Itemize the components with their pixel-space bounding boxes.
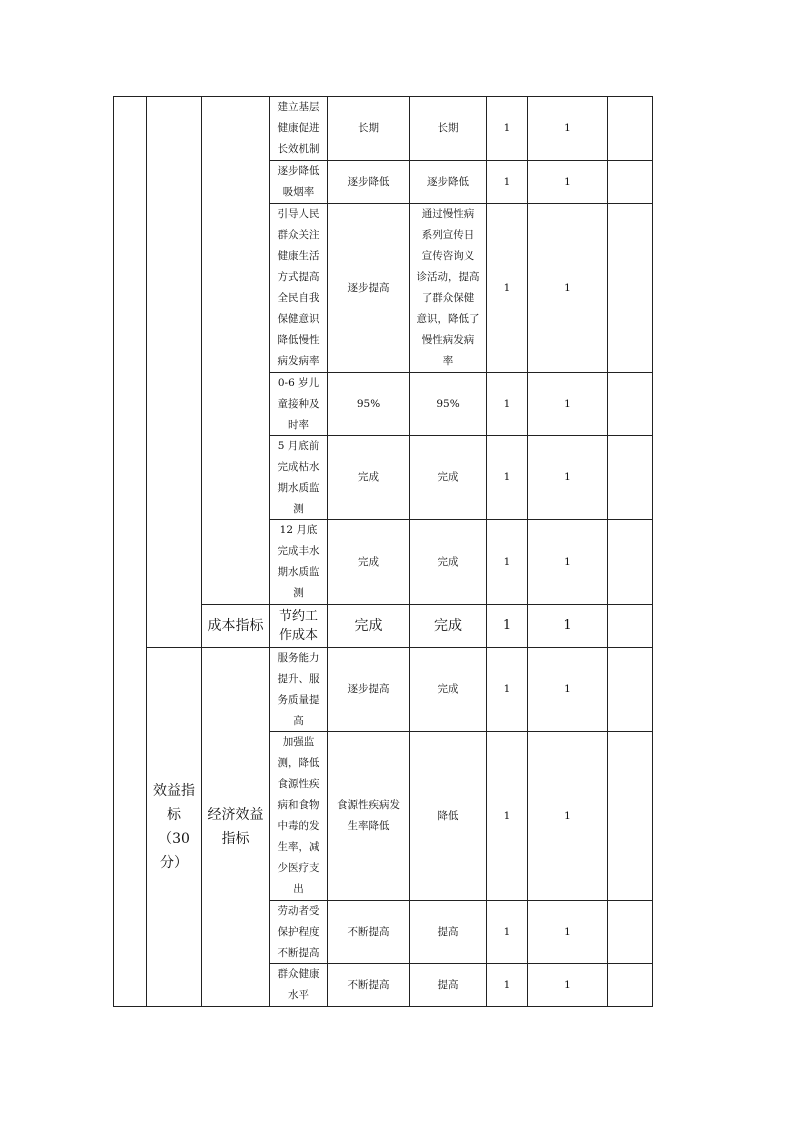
actual-value: 通过慢性病 系列宣传日 宣传咨询义 诊活动，提高 了群众保健 意识，降低了 慢性病发病 率: [416, 208, 480, 367]
actual-value: 完成: [437, 683, 459, 695]
actual-value: 95%: [436, 397, 460, 410]
indicator-name: 引导人民 群众关注 健康生活 方式提高 全民自我 保健意识 降低慢性 病发病率: [277, 208, 320, 367]
actual-value: 完成: [434, 618, 462, 634]
note-cell: [608, 520, 652, 604]
score-value: 1: [564, 397, 571, 410]
target-value: 逐步提高: [347, 683, 390, 695]
score-value: 1: [564, 122, 571, 134]
target-value: 食源性疾病发 生率降低: [337, 799, 400, 832]
category-cost-indicator: 成本指标: [207, 618, 264, 634]
note-cell: [608, 97, 652, 160]
note-cell: [608, 648, 652, 731]
note-cell: [608, 204, 652, 372]
weight-value: 1: [503, 281, 511, 294]
score-value: 1: [564, 281, 571, 294]
weight-value: 1: [502, 618, 512, 633]
indicator-name: 加强监 测，降低 食源性疾 病和食物 中毒的发 生率，减 少医疗支 出: [277, 736, 320, 895]
target-value: 逐步降低: [347, 175, 390, 188]
weight-value: 1: [503, 471, 511, 483]
score-value: 1: [564, 809, 571, 822]
table-border-right: [652, 96, 653, 1007]
target-value: 95%: [356, 397, 381, 410]
target-value: 不断提高: [347, 978, 390, 991]
note-cell: [608, 161, 652, 203]
score-value: 1: [564, 555, 571, 568]
target-value: 逐步提高: [347, 281, 390, 294]
score-value: 1: [563, 618, 572, 633]
indicator-name: 服务能力 提升、服 务质量提 高: [277, 651, 320, 727]
target-value: 完成: [358, 471, 379, 483]
score-value: 1: [564, 471, 571, 483]
note-cell: [608, 732, 652, 900]
actual-value: 降低: [437, 809, 459, 822]
target-value: 长期: [358, 122, 379, 134]
note-cell: [608, 901, 652, 963]
indicator-name: 12 月底 完成丰水 期水质监 测: [277, 524, 320, 599]
indicator-name: 建立基层 健康促进 长效机制: [277, 101, 320, 155]
score-value: 1: [564, 978, 571, 991]
weight-value: 1: [503, 925, 511, 938]
weight-value: 1: [503, 397, 511, 410]
weight-value: 1: [503, 555, 511, 568]
indicator-name: 劳动者受 保护程度 不断提高: [277, 904, 320, 959]
note-cell: [608, 436, 652, 519]
weight-value: 1: [503, 809, 511, 822]
note-cell: [608, 373, 652, 435]
actual-value: 完成: [437, 471, 459, 483]
actual-value: 逐步降低: [427, 175, 469, 188]
indicator-name: 5 月底前 完成枯水 期水质监 测: [277, 439, 320, 515]
indicator-name: 逐步降低 吸烟率: [277, 165, 320, 198]
table-border-bottom: [113, 1006, 652, 1007]
actual-value: 提高: [437, 925, 459, 938]
score-value: 1: [564, 925, 571, 938]
weight-value: 1: [503, 122, 511, 134]
weight-value: 1: [503, 683, 511, 695]
score-value: 1: [564, 683, 571, 695]
table-border-left: [113, 96, 114, 1007]
target-value: 完成: [358, 555, 379, 568]
weight-value: 1: [503, 175, 511, 188]
actual-value: 提高: [437, 978, 459, 991]
indicator-name: 0-6 岁儿 童接种及 时率: [277, 376, 320, 431]
actual-value: 完成: [437, 555, 459, 568]
weight-value: 1: [503, 978, 511, 991]
score-value: 1: [564, 175, 571, 188]
indicator-name: 节约工 作成本: [278, 609, 318, 643]
note-cell: [608, 605, 652, 647]
target-value: 完成: [354, 618, 383, 634]
actual-value: 长期: [437, 122, 459, 134]
category-benefit-indicator: 效益指 标 （30 分）: [153, 783, 195, 871]
target-value: 不断提高: [347, 925, 390, 938]
indicator-name: 群众健康 水平: [277, 968, 320, 1001]
category-economic-benefit: 经济效益 指标: [207, 807, 264, 847]
note-cell: [608, 964, 652, 1006]
